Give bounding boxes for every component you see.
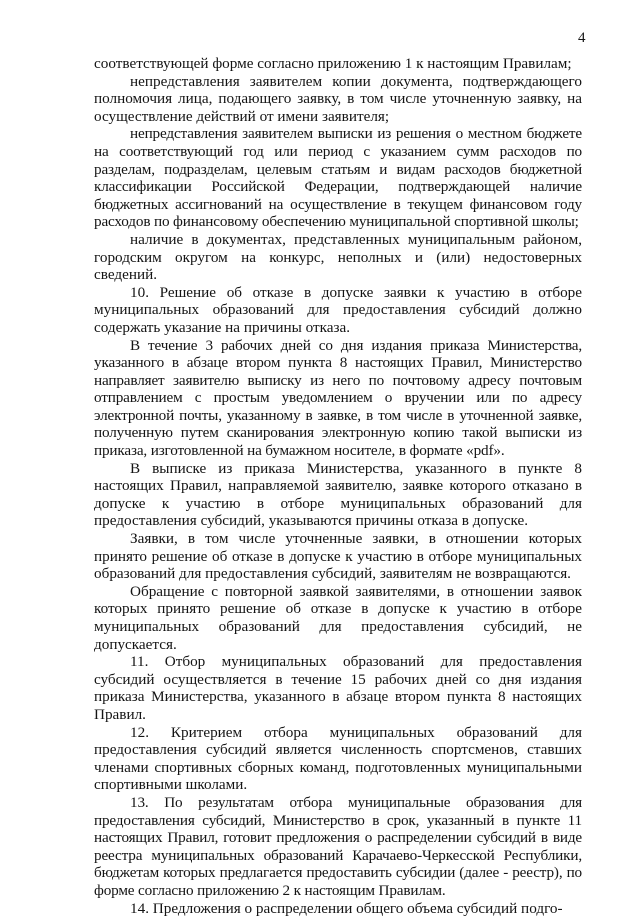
paragraph-extract-delivery: В течение 3 рабочих дней со дня издания приказа Министерства, указанного в абзаце втором пункта 8 настоящих Правил, Министерство направляет заявителю выписку из него по почтовому адресу почтовым отправлением с простым уведомлением о вручении или по адресу электронной почты, указанному в заявке, в том числе в уточненной заявке, полученную путем сканирования электронную копию такой выписки из приказа, изготовленной на бумажном носителе, в формате «pdf». (94, 337, 582, 460)
paragraph-clause-11: 11. Отбор муниципальных образований для предоставления субсидий осуществляется в течение 15 рабочих дней со дня издания приказа Министерства, указанного в абзаце втором пункта 8 настоящих Правил. (94, 653, 582, 723)
paragraph-clause-13: 13. По результатам отбора муниципальные образования для предоставления субсидий, Министерство в срок, указанный в пункте 11 настоящих Правил, готовит предложения о распределении субсидий в виде реестра муниципальных образований Карачаево-Черкесской Республики, бюджетам которых предлагается предоставить субсидии (далее - реестр), по форме согласно приложению 2 к настоящим Правилам. (94, 794, 582, 900)
paragraph-incomplete-info: наличие в документах, представленных муниципальным районом, городским округом на конкурс, неполных и (или) недостоверных сведений. (94, 231, 582, 284)
paragraph-clause-12: 12. Критерием отбора муниципальных образований для предоставления субсидий является численность спортсменов, ставших членами спортивных сборных команд, подготовленных муниципальными спортивными школами. (94, 724, 582, 794)
paragraph-applications-not-returned: Заявки, в том числе уточненные заявки, в отношении которых принято решение об отказе в допуске к участию в отборе муниципальных образований для предоставления субсидий, заявителям не возвращаются. (94, 530, 582, 583)
paragraph-no-authority-document: непредставления заявителем копии документа, подтверждающего полномочия лица, подающего заявку, в том числе уточненную заявку, на осуществление действий от имени заявителя; (94, 73, 582, 126)
document-body (94, 55, 582, 917)
paragraph-refusal-reasons: В выписке из приказа Министерства, указанного в пункте 8 настоящих Правил, направляемой заявителю, заявке которого отказано в допуске к участию в отборе муниципальных образований для предоставления субсидий, указываются причины отказа в допуске. (94, 460, 582, 530)
paragraph-continuation: соответствующей форме согласно приложению 1 к настоящим Правилам; (94, 55, 582, 73)
paragraph-no-budget-extract: непредставления заявителем выписки из решения о местном бюджете на соответствующий год или период с указанием сумм расходов по разделам, подразделам, целевым статьям и видам расходов бюджетной классификации Российской Федерации, подтверждающей наличие бюджетных ассигнований на осуществление в текущем финансовом году расходов по финансовому обеспечению муниципальной спортивной школы; (94, 125, 582, 231)
paragraph-repeat-application: Обращение с повторной заявкой заявителями, в отношении заявок которых принято решение об отказе в допуске к участию в отборе муниципальных образований для предоставления субсидий, не допускается. (94, 583, 582, 653)
page-number: 4 (578, 30, 586, 47)
paragraph-clause-14: 14. Предложения о распределении общего объема субсидий подго- (94, 900, 582, 917)
paragraph-clause-10: 10. Решение об отказе в допуске заявки к участию в отборе муниципальных образований для предоставления субсидий должно содержать указание на причины отказа. (94, 284, 582, 337)
